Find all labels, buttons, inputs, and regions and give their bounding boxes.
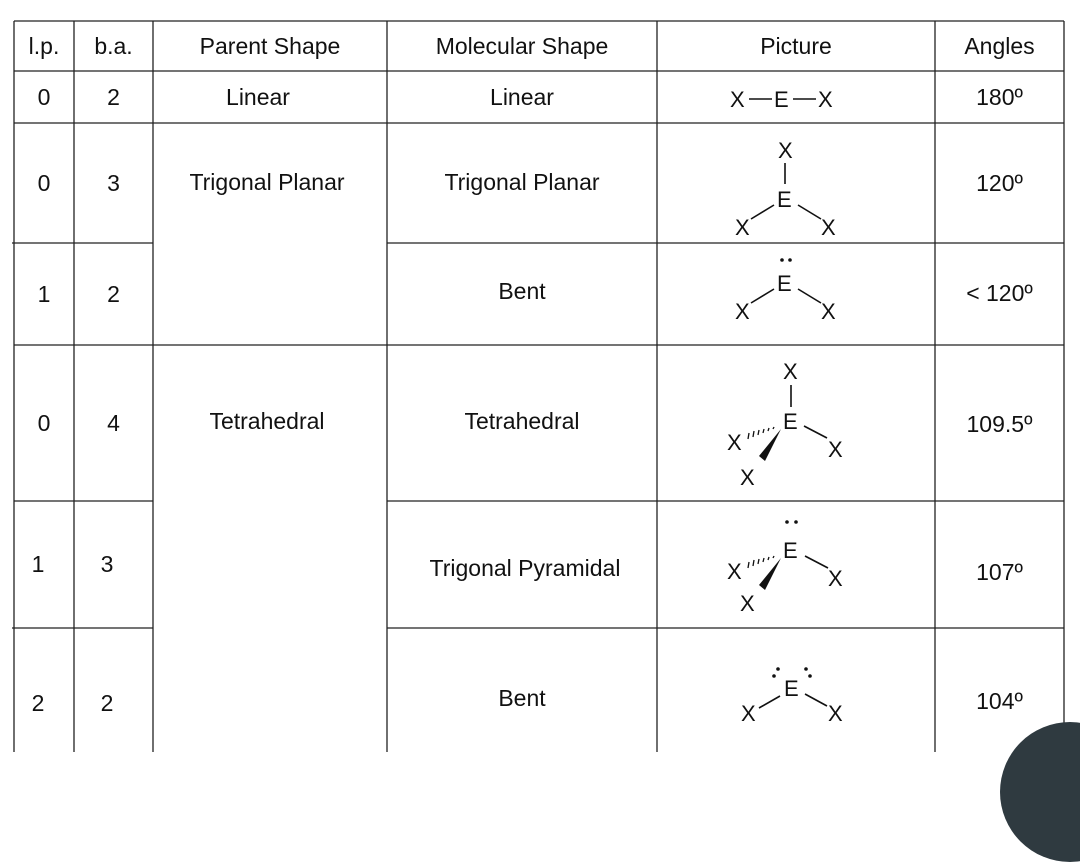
row4-parent: Tetrahedral [209,407,325,434]
row2-ba: 3 [107,169,120,196]
atom-x: X [735,299,750,324]
header-parent-shape: Parent Shape [199,32,341,59]
atom-x: X [821,299,836,324]
atom-e: E [783,409,798,434]
row6-angle: 104º [976,687,1023,714]
trigonal-pyramidal-diagram [657,501,935,628]
row5-molecular: Trigonal Pyramidal [429,554,621,581]
atom-x: X [783,359,798,384]
atom-x: X [740,465,755,490]
row1-angle: 180º [976,83,1023,110]
header-angles: Angles [964,32,1035,59]
row4-molecular: Tetrahedral [464,407,580,434]
atom-x: X [818,87,833,112]
atom-x: X [821,215,836,240]
row1-parent: Linear [226,83,290,110]
atom-x: X [741,701,756,726]
row3-lp: 1 [37,280,51,307]
linear-diagram [657,71,935,123]
row6-lp: 2 [31,689,45,716]
row2-parent: Trigonal Planar [189,168,345,195]
row3-angle: < 120º [966,279,1033,306]
row3-ba: 2 [107,280,120,307]
row1-ba: 2 [107,83,120,110]
row4-lp: 0 [37,409,51,436]
atom-x: X [727,430,742,455]
row5-lp: 1 [31,551,45,577]
atom-x: X [740,591,755,616]
header-lp: l.p. [28,32,60,59]
row2-molecular: Trigonal Planar [444,168,600,195]
trigonal-planar-diagram [657,123,935,243]
row4-angle: 109.5º [966,410,1033,437]
bent-120-diagram [657,243,935,345]
atom-x: X [735,215,750,240]
header-ba: b.a. [94,32,133,59]
row1-lp: 0 [37,83,51,110]
tetrahedral-diagram [657,345,935,501]
row3-molecular: Bent [498,277,546,304]
atom-e: E [777,271,792,296]
atom-e: E [774,87,789,112]
atom-e: E [784,676,799,701]
atom-x: X [828,566,843,591]
row6-molecular: Bent [498,684,546,711]
row5-ba: 3 [100,551,114,577]
row1-molecular: Linear [490,83,554,110]
atom-x: X [727,559,742,584]
row4-ba: 4 [107,409,120,436]
row6-ba: 2 [100,689,114,716]
row2-lp: 0 [37,169,51,196]
atom-e: E [783,538,798,563]
bent-104-diagram [657,628,935,752]
atom-x: X [730,87,745,112]
atom-x: X [828,437,843,462]
atom-e: E [777,187,792,212]
row5-angle: 107º [976,558,1023,585]
header-picture: Picture [760,32,832,59]
header-molecular-shape: Molecular Shape [435,32,609,59]
atom-x: X [828,701,843,726]
atom-x: X [778,138,793,163]
row2-angle: 120º [976,169,1023,196]
